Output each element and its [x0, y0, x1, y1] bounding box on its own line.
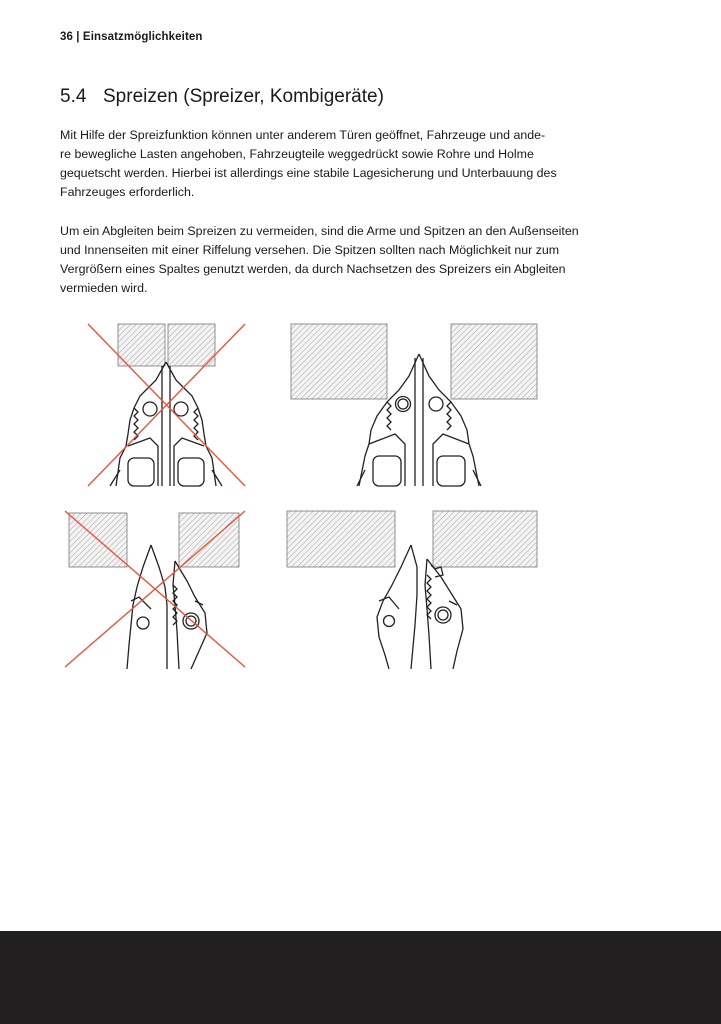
figure-arms-open-correct [285, 505, 545, 671]
section-title-text: Spreizen (Spreizer, Kombigeräte) [103, 86, 384, 107]
section-number: 5.4 [60, 86, 87, 107]
running-header [60, 31, 203, 43]
incorrect-cross [65, 511, 245, 667]
section-title [60, 86, 384, 108]
figure-wide-gap-correct [285, 318, 540, 490]
page-number: 36 [60, 31, 73, 43]
obstacle-blocks [118, 324, 215, 366]
obstacle-blocks [291, 324, 537, 399]
paragraph-line: Um ein Abgleiten beim Spreizen zu vermeiden, sind die Arme und Spitzen an den Außenseiten [60, 224, 579, 238]
paragraph-abgleiten [60, 222, 665, 298]
obstacle-blocks [69, 513, 239, 567]
figure-arms-open-incorrect [55, 505, 255, 671]
paragraph-spreizfunktion [60, 126, 665, 202]
incorrect-cross [88, 324, 245, 486]
paragraph-line: Vergrößern eines Spaltes genutzt werden, da durch Nachsetzen des Spreizers ein Abgleiten [60, 262, 566, 276]
obstacle-blocks [287, 511, 537, 567]
figure-narrow-gap-incorrect [80, 318, 250, 490]
header-section-name: Einsatzmöglichkeiten [82, 31, 203, 43]
paragraph-line: und Innenseiten mit einer Riffelung versehen. Die Spitzen sollten nach Möglichkeit nur zum [60, 243, 560, 257]
paragraph-line: Mit Hilfe der Spreizfunktion können unter anderem Türen geöffnet, Fahrzeuge und ande- [60, 128, 546, 142]
footer-bar [0, 931, 721, 1024]
paragraph-line: gequetscht werden. Hierbei ist allerdings eine stabile Lagesicherung und Unterbauung des [60, 166, 557, 180]
paragraph-line: re bewegliche Lasten angehoben, Fahrzeugteile weggedrückt sowie Rohre und Holme [60, 147, 534, 161]
header-separator: | [76, 31, 80, 43]
paragraph-line: Fahrzeuges erforderlich. [60, 185, 195, 199]
paragraph-line: vermieden wird. [60, 281, 148, 295]
spreader-tool-drawing [110, 362, 222, 486]
